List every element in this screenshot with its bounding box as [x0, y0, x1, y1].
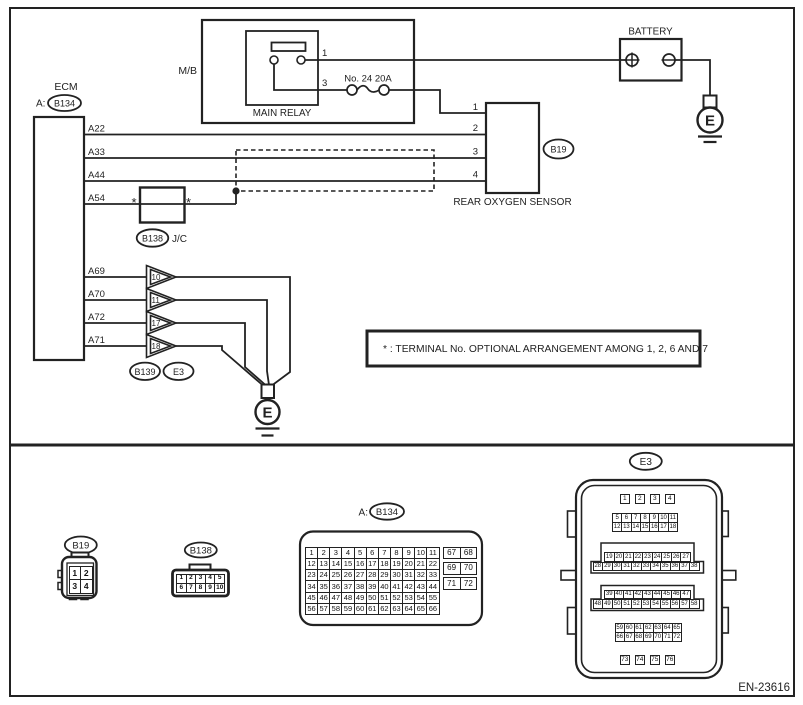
pin-cell-1: 1: [620, 494, 631, 505]
ecm-connector-label: B134: [53, 98, 76, 109]
pin-cell-4: 4: [665, 494, 676, 505]
wire-relay3-fuse: [274, 64, 347, 90]
battery-block: [620, 27, 682, 81]
pin-cell-10: 10: [416, 547, 425, 557]
pin-cell-76: 76: [665, 655, 676, 666]
pin-cell-50: 50: [613, 600, 621, 607]
jc-star-right: *: [185, 195, 192, 210]
pin-cell-32: 32: [633, 563, 640, 570]
b138-pin-grid: [176, 574, 225, 594]
jc-connector-label: B138: [141, 233, 164, 244]
pin-cell-62: 62: [644, 624, 652, 631]
pin-cell-18: 18: [669, 523, 677, 530]
pin-cell-73: 73: [620, 655, 631, 666]
pin-cell-5: 5: [215, 575, 224, 583]
pin-cell-36: 36: [331, 581, 340, 591]
pin-label-a54: A54: [88, 193, 105, 204]
pin-cell-31: 31: [404, 570, 413, 580]
pin-cell-15: 15: [343, 559, 353, 569]
pin-cell-52: 52: [392, 592, 401, 602]
pin-cell-35: 35: [319, 581, 328, 591]
pin-cell-15: 15: [641, 523, 649, 530]
pin-cell-72: 72: [460, 577, 477, 590]
pin-cell-55: 55: [428, 592, 438, 602]
ground-letter: E: [262, 404, 273, 422]
ground-symbol-battery: [698, 96, 723, 143]
main-relay-block: [178, 20, 414, 123]
e3-body-outer: [576, 480, 722, 678]
pin-cell-2: 2: [318, 548, 329, 558]
pin-cell-36: 36: [671, 563, 679, 570]
pin-cell-40: 40: [380, 581, 389, 591]
pin-label-a72: A72: [88, 312, 105, 323]
pin-cell-12: 12: [613, 523, 621, 530]
e3-pin-block-5-18: [612, 513, 678, 532]
pin-cell-71: 71: [443, 577, 461, 590]
pin-cell-48: 48: [594, 600, 602, 607]
b134-side-pin-grid: [443, 547, 478, 591]
pin-cell-44: 44: [428, 581, 438, 591]
relay-contact-right: [297, 56, 305, 64]
pin-cell-42: 42: [404, 581, 413, 591]
ecm-block: [34, 81, 105, 360]
pin-cell-58: 58: [331, 604, 340, 614]
pin-cell-35: 35: [661, 563, 669, 570]
pin-cell-43: 43: [644, 591, 651, 598]
triangle-number-18: 18: [151, 342, 161, 351]
battery-label: BATTERY: [628, 26, 673, 38]
pin-cell-4: 4: [81, 580, 92, 593]
pin-cell-30: 30: [613, 563, 621, 570]
sensor-pin-3: 3: [472, 146, 478, 158]
pin-cell-34: 34: [652, 563, 659, 570]
pin-cell-11: 11: [429, 547, 437, 557]
junction-dot: [232, 187, 239, 194]
sensor-pin-4: 4: [472, 169, 478, 181]
pin-cell-48: 48: [343, 592, 353, 602]
pin-cell-41: 41: [392, 581, 401, 591]
pin-label-a44: A44: [88, 170, 105, 181]
pin-cell-47: 47: [682, 591, 690, 598]
pin-cell-13: 13: [623, 523, 630, 530]
pin-cell-3: 3: [70, 580, 81, 593]
pin-cell-60: 60: [355, 604, 365, 614]
relay-coil: [272, 43, 306, 52]
pin-cell-18: 18: [380, 559, 389, 569]
pin-cell-38: 38: [690, 563, 698, 570]
pin-cell-24: 24: [653, 553, 661, 560]
e3-pin-row-48-58: [593, 599, 700, 609]
triangle-number-11: 11: [151, 296, 160, 305]
b138-label: B138: [189, 545, 212, 557]
relay-name: MAIN RELAY: [252, 108, 312, 119]
pin-cell-8: 8: [641, 514, 649, 522]
pin-cell-46: 46: [319, 592, 328, 602]
pin-cell-17: 17: [368, 559, 377, 569]
pin-cell-16: 16: [650, 523, 658, 530]
pin-cell-4: 4: [342, 548, 353, 558]
pin-cell-13: 13: [319, 559, 328, 569]
pin-cell-68: 68: [635, 633, 643, 640]
fuse-element: [357, 86, 379, 92]
pin-cell-8: 8: [196, 584, 205, 592]
wire-battery-ground: [675, 60, 710, 96]
pin-cell-70: 70: [654, 633, 662, 640]
pin-cell-3: 3: [196, 575, 205, 583]
pin-cell-12: 12: [307, 559, 316, 569]
pin-cell-74: 74: [635, 655, 646, 666]
pin-cell-34: 34: [307, 581, 316, 591]
fuse-terminal-right: [379, 85, 389, 95]
pin-cell-16: 16: [355, 559, 365, 569]
pin-cell-8: 8: [391, 548, 402, 558]
pin-cell-61: 61: [368, 604, 377, 614]
pin-cell-29: 29: [380, 570, 389, 580]
e3-pin-block-59-72: [615, 623, 683, 642]
wire-fuse-sensor1: [389, 90, 486, 113]
jc-box: [140, 188, 185, 223]
pin-cell-53: 53: [642, 600, 650, 607]
pin-cell-72: 72: [673, 633, 681, 640]
pin-cell-39: 39: [605, 591, 613, 598]
pin-cell-67: 67: [625, 633, 633, 640]
pin-cell-3: 3: [330, 548, 341, 558]
pin-cell-6: 6: [177, 584, 186, 592]
pin-cell-42: 42: [634, 591, 642, 598]
pin-cell-21: 21: [416, 559, 425, 569]
pin-cell-10: 10: [660, 514, 667, 521]
pin-cell-14: 14: [632, 523, 640, 530]
sensor-pin-2: 2: [472, 123, 478, 134]
joint-connector-block: [131, 188, 191, 247]
pin-cell-17: 17: [660, 523, 667, 530]
pin-cell-10: 10: [216, 583, 224, 591]
b134-prefix: A:: [358, 507, 368, 519]
pin-cell-50: 50: [368, 592, 377, 602]
pin-cell-60: 60: [625, 624, 633, 631]
pin-cell-40: 40: [615, 591, 623, 598]
e3-pin-row-39-47: [604, 590, 691, 600]
pin-label-a22: A22: [88, 123, 105, 135]
pin-cell-6: 6: [622, 514, 630, 522]
pin-cell-44: 44: [653, 591, 661, 598]
ecm-title: ECM: [54, 81, 78, 93]
pin-cell-28: 28: [368, 570, 377, 580]
pin-cell-9: 9: [650, 514, 658, 522]
pin-cell-31: 31: [623, 563, 631, 570]
pin-cell-64: 64: [404, 604, 413, 614]
pin-cell-5: 5: [613, 514, 621, 522]
pin-cell-1: 1: [70, 567, 81, 580]
pin-cell-54: 54: [652, 600, 659, 607]
pin-cell-52: 52: [633, 600, 640, 607]
pin-cell-26: 26: [343, 570, 353, 580]
pin-cell-2: 2: [81, 567, 92, 580]
pin-cell-25: 25: [331, 570, 340, 580]
pin-label-a33: A33: [88, 147, 105, 158]
b139-label: B139: [134, 366, 156, 377]
pin-cell-7: 7: [632, 514, 640, 522]
pin-cell-67: 67: [443, 547, 461, 560]
pin-cell-61: 61: [635, 624, 643, 631]
pin-cell-14: 14: [331, 559, 340, 569]
pin-cell-20: 20: [615, 553, 623, 560]
pin-cell-54: 54: [416, 592, 425, 602]
wire-a70-ground: [176, 300, 269, 385]
b134-label: B134: [375, 507, 399, 518]
pin-cell-59: 59: [616, 624, 624, 631]
mb-label: M/B: [178, 65, 197, 77]
triangle-number-17: 17: [151, 319, 161, 328]
pin-cell-22: 22: [428, 559, 438, 569]
pin-cell-59: 59: [343, 604, 353, 614]
pin-cell-70: 70: [460, 562, 477, 575]
sensor-name: REAR OXYGEN SENSOR: [453, 197, 572, 208]
pin-cell-63: 63: [654, 624, 662, 631]
pin-cell-1: 1: [177, 575, 186, 583]
pin-cell-49: 49: [355, 592, 365, 602]
pin-cell-56: 56: [307, 604, 316, 614]
relay-contact-left: [270, 56, 278, 64]
pin-cell-56: 56: [671, 600, 679, 607]
pin-cell-20: 20: [404, 559, 413, 569]
pin-cell-4: 4: [206, 575, 215, 583]
fuse-terminal-left: [347, 85, 357, 95]
pin-cell-65: 65: [416, 604, 425, 614]
pin-cell-63: 63: [392, 604, 401, 614]
pin-cell-58: 58: [690, 600, 698, 607]
e3-pin-row-1-4: [620, 494, 676, 505]
pin-cell-47: 47: [331, 592, 340, 602]
pin-cell-23: 23: [644, 553, 651, 560]
triangle-number-10: 10: [151, 273, 161, 282]
fuse-label: No. 24 20A: [344, 73, 392, 85]
pin-cell-43: 43: [416, 581, 425, 591]
e3-label: E3: [639, 457, 652, 468]
pin-cell-66: 66: [616, 633, 624, 640]
pin-cell-2: 2: [187, 575, 196, 583]
pin-cell-46: 46: [672, 591, 680, 598]
pin-cell-3: 3: [650, 494, 661, 505]
shield-dashed-box: [236, 150, 434, 191]
pin-cell-66: 66: [428, 604, 438, 614]
pin-cell-24: 24: [319, 570, 328, 580]
pin-cell-71: 71: [663, 633, 671, 640]
pin-cell-37: 37: [681, 563, 688, 570]
relay-pin-3: 3: [322, 78, 328, 89]
pin-cell-32: 32: [416, 570, 425, 580]
pin-cell-37: 37: [343, 581, 353, 591]
pin-cell-41: 41: [625, 591, 632, 598]
pin-label-a71: A71: [88, 335, 105, 346]
pin-cell-33: 33: [428, 570, 438, 580]
e3-pin-row-28-38: [593, 562, 700, 572]
ecm-connector-prefix: A:: [36, 98, 46, 110]
pin-cell-2: 2: [635, 494, 646, 505]
pin-label-a70: A70: [88, 289, 105, 300]
ecm-box: [34, 117, 84, 360]
ecm-pin-labels: [88, 124, 105, 347]
pin-cell-28: 28: [594, 563, 602, 570]
pin-cell-64: 64: [663, 624, 671, 631]
pin-cell-68: 68: [460, 547, 477, 560]
pin-cell-19: 19: [605, 553, 613, 560]
jc-star-left: *: [131, 195, 137, 210]
relay-pin-1: 1: [322, 48, 328, 59]
pin-cell-21: 21: [625, 553, 632, 560]
pin-cell-11: 11: [669, 514, 676, 521]
oxygen-sensor-block: [453, 102, 573, 208]
pin-cell-38: 38: [355, 581, 365, 591]
note-text: * : TERMINAL No. OPTIONAL ARRANGEMENT AMONG 1, 2, 6 AND 7: [383, 344, 709, 355]
pin-cell-51: 51: [623, 600, 631, 607]
pin-cell-62: 62: [380, 604, 389, 614]
pin-cell-65: 65: [673, 624, 681, 631]
pin-cell-30: 30: [392, 570, 401, 580]
pin-cell-69: 69: [644, 633, 652, 640]
ground-letter: E: [704, 112, 716, 130]
pin-cell-5: 5: [355, 548, 366, 558]
pin-cell-57: 57: [319, 604, 328, 614]
doc-code: EN-23616: [738, 682, 790, 694]
pin-cell-57: 57: [681, 600, 688, 607]
sensor-connector-label: B19: [550, 144, 567, 155]
pin-cell-53: 53: [404, 592, 413, 602]
pin-cell-9: 9: [403, 548, 414, 558]
pin-cell-45: 45: [307, 592, 316, 602]
pin-cell-9: 9: [206, 584, 215, 592]
pin-cell-7: 7: [379, 548, 390, 558]
pin-label-a69: A69: [88, 266, 105, 277]
pin-cell-75: 75: [650, 655, 661, 666]
e3-pin-row-19-27: [604, 552, 691, 562]
jc-label: J/C: [172, 234, 187, 245]
pin-cell-22: 22: [634, 553, 642, 560]
ground-symbol-harness: [256, 385, 280, 436]
pin-cell-6: 6: [367, 548, 378, 558]
pin-cell-55: 55: [661, 600, 669, 607]
pin-cell-29: 29: [604, 563, 611, 570]
pin-cell-26: 26: [672, 553, 680, 560]
pin-cell-19: 19: [392, 559, 401, 569]
pin-cell-7: 7: [187, 584, 196, 592]
b134-main-pin-grid: [305, 547, 440, 616]
e3-pin-row-73-76: [620, 655, 676, 666]
pin-cell-27: 27: [682, 553, 690, 560]
pin-cell-27: 27: [355, 570, 365, 580]
pin-cell-25: 25: [663, 553, 670, 560]
pin-cell-33: 33: [642, 563, 650, 570]
pin-cell-51: 51: [380, 592, 389, 602]
pin-cell-39: 39: [368, 581, 377, 591]
fuse-block: [344, 74, 392, 96]
b19-pin-grid: [69, 566, 93, 595]
pin-cell-23: 23: [307, 570, 316, 580]
e3-label-wiring: E3: [172, 366, 185, 377]
pin-cell-49: 49: [604, 600, 611, 607]
note-block: [367, 331, 708, 366]
b19-label: B19: [72, 540, 90, 552]
pin-cell-45: 45: [663, 591, 670, 598]
sensor-pin-1: 1: [472, 102, 478, 113]
pin-cell-1: 1: [306, 548, 317, 558]
pin-cell-69: 69: [443, 562, 461, 575]
sensor-box: [486, 103, 539, 193]
